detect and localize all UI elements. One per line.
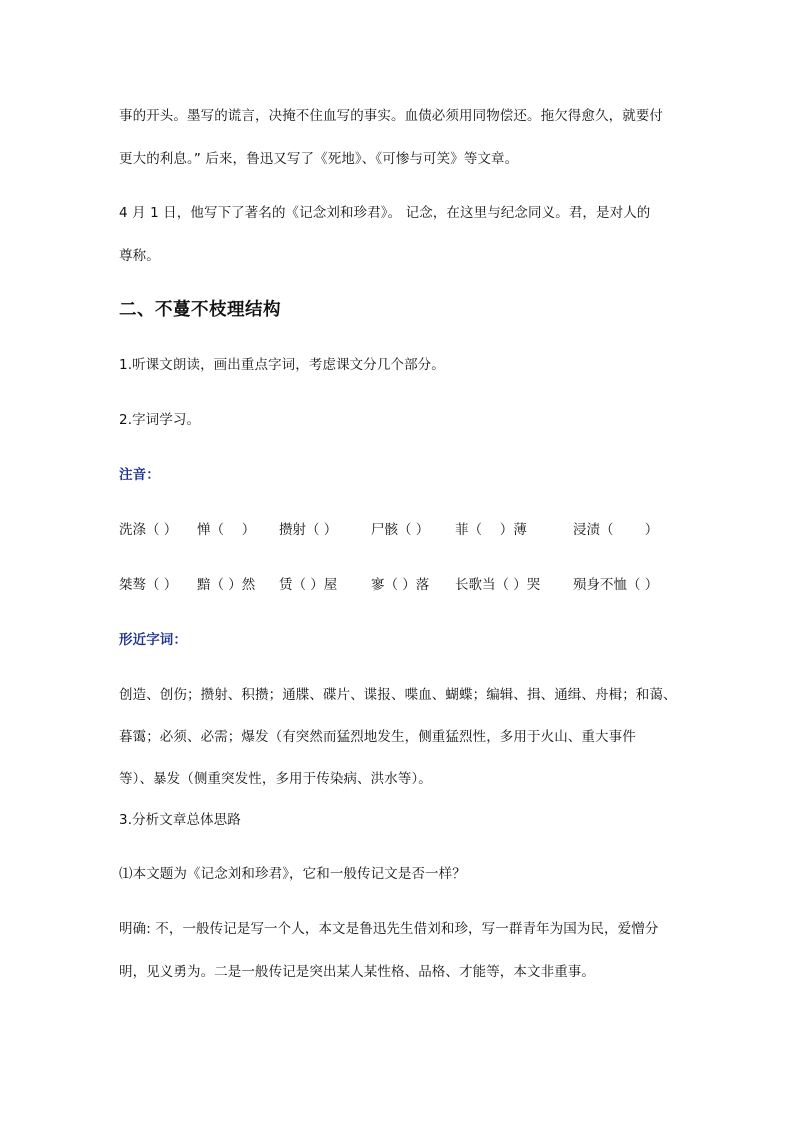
phonetic-item: 攒射（ ） — [279, 522, 338, 538]
phonetic-item: 殒身不恤（ ） — [573, 577, 659, 593]
paragraph-1-line-2: 更大的利息。” 后来，鲁迅又写了《死地》、《可惨与可笑》等文章。 — [119, 151, 519, 167]
phonetic-item: 浸渍（ ） — [573, 522, 659, 538]
similar-words-line-2: 暮霭；必须、必需；爆发（有突然而猛烈地发生，侧重猛烈性，多用于火山、重大事件 — [119, 729, 636, 745]
similar-words-label: 形近字词： — [119, 632, 187, 648]
answer-1-line-1: 明确: 不，一般传记是写一个人，本文是鲁迅先生借刘和珍，写一群青年为国为民，爱憎分 — [119, 921, 659, 937]
question-1-text: ⑴本文题为《记念刘和珍君》，它和一般传记文是否一样？ — [119, 866, 466, 882]
similar-words-line-3: 等）、暴发（侧重突发性，多用于传染病、洪水等）。 — [119, 771, 432, 787]
step-3-text: 3.分析文章总体思路 — [119, 812, 241, 828]
paragraph-2-line-1: 4 月 1 日，他写下了著名的《记念刘和珍君》。 记念，在这里与纪念同义。君，是对人的 — [119, 205, 651, 221]
phonetic-item: 菲（ ）薄 — [455, 522, 527, 538]
phonetic-item: 赁（ ）屋 — [279, 577, 338, 593]
answer-1-line-2: 明，见义勇为。二是一般传记是突出某人某性格、品格、才能等，本文非重事。 — [119, 964, 595, 980]
phonetic-item: 寥（ ）落 — [371, 577, 430, 593]
paragraph-1-line-1: 事的开头。墨写的谎言，决掩不住血写的事实。血债必须用同物偿还。拖欠得愈久，就要付 — [119, 108, 663, 124]
phonetic-item: 长歌当（ ）哭 — [455, 577, 541, 593]
section-heading: 二、不蔓不枝理结构 — [119, 300, 281, 320]
phonetic-row-1 — [119, 520, 689, 540]
step-1-text: 1.听课文朗读，画出重点字词，考虑课文分几个部分。 — [119, 357, 445, 373]
similar-words-line-1: 创造、创伤；攒射、积攒；通牒、碟片、谍报、喋血、蝴蝶；编辑、揖、通缉、舟楫；和蔼、 — [119, 687, 677, 703]
phonetic-row-2 — [119, 575, 689, 595]
phonetic-item: 尸骸（ ） — [371, 522, 430, 538]
phonetic-label: 注音： — [119, 467, 160, 483]
phonetic-item: 黯（ ）然 — [197, 577, 256, 593]
phonetic-item: 桀骜（ ） — [119, 577, 178, 593]
step-2-text: 2.字词学习。 — [119, 412, 201, 428]
paragraph-2-line-2: 尊称。 — [119, 248, 160, 264]
phonetic-item: 洗涤（ ） — [119, 522, 178, 538]
phonetic-item: 惮（ ） — [197, 522, 256, 538]
